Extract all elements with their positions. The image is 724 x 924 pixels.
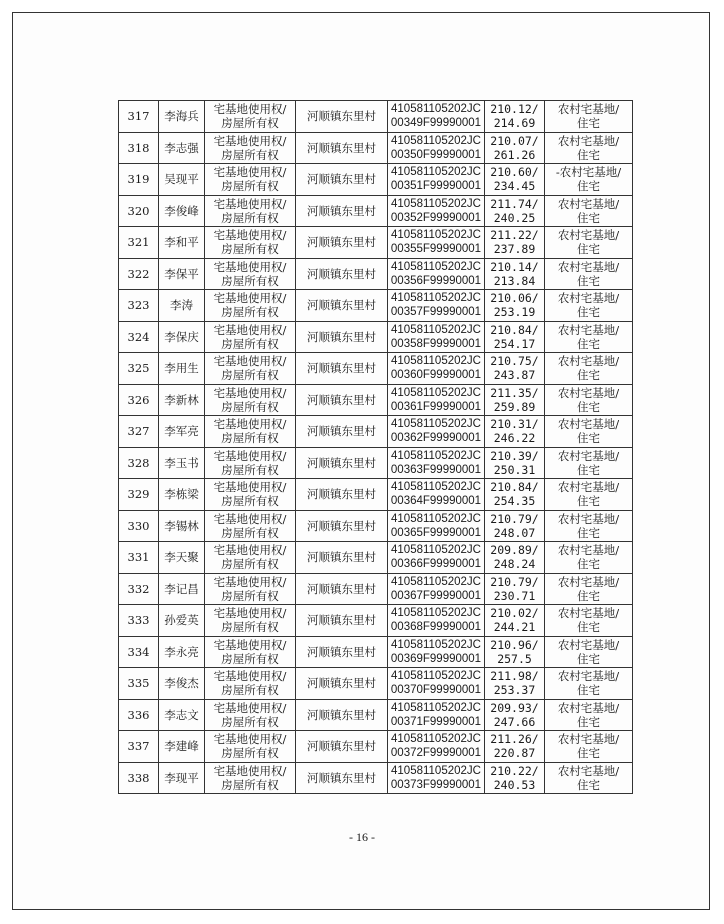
area-cell: 211.35/ 259.89: [485, 384, 545, 416]
area-cell: 210.75/ 243.87: [485, 353, 545, 385]
right-type-cell: 宅基地使用权/ 房屋所有权: [205, 479, 296, 511]
unit-code-cell: 410581105202JC 00351F99990001: [388, 164, 485, 196]
area-cell: 211.74/ 240.25: [485, 195, 545, 227]
location-cell: 河顺镇东里村: [296, 479, 388, 511]
table-row: [119, 510, 633, 542]
land-use-cell: 农村宅基地/ 住宅: [545, 290, 633, 322]
row-number-cell: 320: [119, 195, 159, 227]
row-number-cell: 318: [119, 132, 159, 164]
land-use-cell: 农村宅基地/ 住宅: [545, 636, 633, 668]
area-cell: 210.31/ 246.22: [485, 416, 545, 448]
location-cell: 河顺镇东里村: [296, 542, 388, 574]
area-cell: 211.22/ 237.89: [485, 227, 545, 259]
holder-name-cell: 李保庆: [159, 321, 205, 353]
row-number-cell: 337: [119, 731, 159, 763]
row-number-cell: 332: [119, 573, 159, 605]
row-number-cell: 317: [119, 101, 159, 133]
row-number-cell: 334: [119, 636, 159, 668]
holder-name-cell: 吴现平: [159, 164, 205, 196]
row-number-cell: 321: [119, 227, 159, 259]
table-row: [119, 353, 633, 385]
location-cell: 河顺镇东里村: [296, 510, 388, 542]
row-number-cell: 338: [119, 762, 159, 794]
land-use-cell: 农村宅基地/ 住宅: [545, 668, 633, 700]
land-use-cell: 农村宅基地/ 住宅: [545, 101, 633, 133]
right-type-cell: 宅基地使用权/ 房屋所有权: [205, 227, 296, 259]
location-cell: 河顺镇东里村: [296, 384, 388, 416]
area-cell: 211.26/ 220.87: [485, 731, 545, 763]
right-type-cell: 宅基地使用权/ 房屋所有权: [205, 132, 296, 164]
right-type-cell: 宅基地使用权/ 房屋所有权: [205, 101, 296, 133]
area-cell: 209.89/ 248.24: [485, 542, 545, 574]
right-type-cell: 宅基地使用权/ 房屋所有权: [205, 542, 296, 574]
unit-code-cell: 410581105202JC 00367F99990001: [388, 573, 485, 605]
area-cell: 210.06/ 253.19: [485, 290, 545, 322]
unit-code-cell: 410581105202JC 00371F99990001: [388, 699, 485, 731]
holder-name-cell: 李俊杰: [159, 668, 205, 700]
unit-code-cell: 410581105202JC 00369F99990001: [388, 636, 485, 668]
right-type-cell: 宅基地使用权/ 房屋所有权: [205, 447, 296, 479]
location-cell: 河顺镇东里村: [296, 447, 388, 479]
right-type-cell: 宅基地使用权/ 房屋所有权: [205, 416, 296, 448]
row-number-cell: 319: [119, 164, 159, 196]
table-row: [119, 101, 633, 133]
land-use-cell: 农村宅基地/ 住宅: [545, 132, 633, 164]
unit-code-cell: 410581105202JC 00361F99990001: [388, 384, 485, 416]
table-row: [119, 290, 633, 322]
unit-code-cell: 410581105202JC 00349F99990001: [388, 101, 485, 133]
unit-code-cell: 410581105202JC 00356F99990001: [388, 258, 485, 290]
land-use-cell: 农村宅基地/ 住宅: [545, 605, 633, 637]
holder-name-cell: 李和平: [159, 227, 205, 259]
right-type-cell: 宅基地使用权/ 房屋所有权: [205, 353, 296, 385]
right-type-cell: 宅基地使用权/ 房屋所有权: [205, 384, 296, 416]
right-type-cell: 宅基地使用权/ 房屋所有权: [205, 668, 296, 700]
table-row: [119, 605, 633, 637]
unit-code-cell: 410581105202JC 00358F99990001: [388, 321, 485, 353]
unit-code-cell: 410581105202JC 00357F99990001: [388, 290, 485, 322]
row-number-cell: 325: [119, 353, 159, 385]
holder-name-cell: 李用生: [159, 353, 205, 385]
holder-name-cell: 李玉书: [159, 447, 205, 479]
land-use-cell: 农村宅基地/ 住宅: [545, 479, 633, 511]
row-number-cell: 326: [119, 384, 159, 416]
unit-code-cell: 410581105202JC 00362F99990001: [388, 416, 485, 448]
holder-name-cell: 李俊峰: [159, 195, 205, 227]
right-type-cell: 宅基地使用权/ 房屋所有权: [205, 164, 296, 196]
land-use-cell: 农村宅基地/ 住宅: [545, 510, 633, 542]
unit-code-cell: 410581105202JC 00350F99990001: [388, 132, 485, 164]
unit-code-cell: 410581105202JC 00365F99990001: [388, 510, 485, 542]
holder-name-cell: 李志强: [159, 132, 205, 164]
holder-name-cell: 李涛: [159, 290, 205, 322]
location-cell: 河顺镇东里村: [296, 416, 388, 448]
area-cell: 210.02/ 244.21: [485, 605, 545, 637]
right-type-cell: 宅基地使用权/ 房屋所有权: [205, 510, 296, 542]
land-use-cell: 农村宅基地/ 住宅: [545, 258, 633, 290]
location-cell: 河顺镇东里村: [296, 101, 388, 133]
location-cell: 河顺镇东里村: [296, 699, 388, 731]
row-number-cell: 336: [119, 699, 159, 731]
holder-name-cell: 李志文: [159, 699, 205, 731]
table-row: [119, 447, 633, 479]
row-number-cell: 330: [119, 510, 159, 542]
table-row: [119, 132, 633, 164]
location-cell: 河顺镇东里村: [296, 762, 388, 794]
right-type-cell: 宅基地使用权/ 房屋所有权: [205, 699, 296, 731]
unit-code-cell: 410581105202JC 00372F99990001: [388, 731, 485, 763]
table-row: [119, 636, 633, 668]
unit-code-cell: 410581105202JC 00352F99990001: [388, 195, 485, 227]
records-table-body: [119, 101, 633, 794]
unit-code-cell: 410581105202JC 00363F99990001: [388, 447, 485, 479]
holder-name-cell: 李栋梁: [159, 479, 205, 511]
row-number-cell: 322: [119, 258, 159, 290]
unit-code-cell: 410581105202JC 00370F99990001: [388, 668, 485, 700]
holder-name-cell: 李现平: [159, 762, 205, 794]
location-cell: 河顺镇东里村: [296, 353, 388, 385]
row-number-cell: 331: [119, 542, 159, 574]
row-number-cell: 329: [119, 479, 159, 511]
location-cell: 河顺镇东里村: [296, 731, 388, 763]
land-use-cell: 农村宅基地/ 住宅: [545, 699, 633, 731]
holder-name-cell: 李保平: [159, 258, 205, 290]
holder-name-cell: 李海兵: [159, 101, 205, 133]
location-cell: 河顺镇东里村: [296, 258, 388, 290]
row-number-cell: 323: [119, 290, 159, 322]
location-cell: 河顺镇东里村: [296, 132, 388, 164]
land-use-cell: 农村宅基地/ 住宅: [545, 447, 633, 479]
page-number: - 16 -: [349, 830, 375, 844]
right-type-cell: 宅基地使用权/ 房屋所有权: [205, 731, 296, 763]
area-cell: 210.84/ 254.17: [485, 321, 545, 353]
area-cell: 209.93/ 247.66: [485, 699, 545, 731]
location-cell: 河顺镇东里村: [296, 227, 388, 259]
holder-name-cell: 李建峰: [159, 731, 205, 763]
land-use-cell: 农村宅基地/ 住宅: [545, 762, 633, 794]
unit-code-cell: 410581105202JC 00373F99990001: [388, 762, 485, 794]
land-use-cell: 农村宅基地/ 住宅: [545, 384, 633, 416]
row-number-cell: 335: [119, 668, 159, 700]
land-use-cell: 农村宅基地/ 住宅: [545, 416, 633, 448]
table-row: [119, 479, 633, 511]
table-row: [119, 762, 633, 794]
row-number-cell: 333: [119, 605, 159, 637]
unit-code-cell: 410581105202JC 00364F99990001: [388, 479, 485, 511]
holder-name-cell: 李记昌: [159, 573, 205, 605]
area-cell: 210.22/ 240.53: [485, 762, 545, 794]
right-type-cell: 宅基地使用权/ 房屋所有权: [205, 636, 296, 668]
land-use-cell: 农村宅基地/ 住宅: [545, 353, 633, 385]
area-cell: 210.39/ 250.31: [485, 447, 545, 479]
unit-code-cell: 410581105202JC 00355F99990001: [388, 227, 485, 259]
table-row: [119, 227, 633, 259]
table-row: [119, 164, 633, 196]
right-type-cell: 宅基地使用权/ 房屋所有权: [205, 195, 296, 227]
area-cell: 210.07/ 261.26: [485, 132, 545, 164]
land-use-cell: 农村宅基地/ 住宅: [545, 227, 633, 259]
area-cell: 210.96/ 257.5: [485, 636, 545, 668]
location-cell: 河顺镇东里村: [296, 195, 388, 227]
row-number-cell: 324: [119, 321, 159, 353]
unit-code-cell: 410581105202JC 00368F99990001: [388, 605, 485, 637]
right-type-cell: 宅基地使用权/ 房屋所有权: [205, 258, 296, 290]
right-type-cell: 宅基地使用权/ 房屋所有权: [205, 573, 296, 605]
area-cell: 210.60/ 234.45: [485, 164, 545, 196]
table-row: [119, 731, 633, 763]
unit-code-cell: 410581105202JC 00360F99990001: [388, 353, 485, 385]
area-cell: 210.84/ 254.35: [485, 479, 545, 511]
table-row: [119, 416, 633, 448]
right-type-cell: 宅基地使用权/ 房屋所有权: [205, 762, 296, 794]
location-cell: 河顺镇东里村: [296, 164, 388, 196]
location-cell: 河顺镇东里村: [296, 636, 388, 668]
land-use-cell: 农村宅基地/ 住宅: [545, 195, 633, 227]
area-cell: 210.12/ 214.69: [485, 101, 545, 133]
table-row: [119, 384, 633, 416]
holder-name-cell: 李新林: [159, 384, 205, 416]
table-row: [119, 542, 633, 574]
holder-name-cell: 李永亮: [159, 636, 205, 668]
land-use-cell: 农村宅基地/ 住宅: [545, 573, 633, 605]
table-row: [119, 321, 633, 353]
records-table: [118, 100, 633, 794]
table-row: [119, 699, 633, 731]
holder-name-cell: 李军亮: [159, 416, 205, 448]
right-type-cell: 宅基地使用权/ 房屋所有权: [205, 605, 296, 637]
area-cell: 210.79/ 248.07: [485, 510, 545, 542]
land-use-cell: 农村宅基地/ 住宅: [545, 731, 633, 763]
location-cell: 河顺镇东里村: [296, 605, 388, 637]
table-row: [119, 573, 633, 605]
holder-name-cell: 孙爱英: [159, 605, 205, 637]
area-cell: 210.79/ 230.71: [485, 573, 545, 605]
row-number-cell: 327: [119, 416, 159, 448]
area-cell: 210.14/ 213.84: [485, 258, 545, 290]
location-cell: 河顺镇东里村: [296, 573, 388, 605]
land-use-cell: -农村宅基地/ 住宅: [545, 164, 633, 196]
holder-name-cell: 李锡林: [159, 510, 205, 542]
area-cell: 211.98/ 253.37: [485, 668, 545, 700]
location-cell: 河顺镇东里村: [296, 321, 388, 353]
land-use-cell: 农村宅基地/ 住宅: [545, 542, 633, 574]
land-use-cell: 农村宅基地/ 住宅: [545, 321, 633, 353]
table-row: [119, 258, 633, 290]
table-row: [119, 195, 633, 227]
table-row: [119, 668, 633, 700]
holder-name-cell: 李天聚: [159, 542, 205, 574]
row-number-cell: 328: [119, 447, 159, 479]
unit-code-cell: 410581105202JC 00366F99990001: [388, 542, 485, 574]
location-cell: 河顺镇东里村: [296, 290, 388, 322]
right-type-cell: 宅基地使用权/ 房屋所有权: [205, 290, 296, 322]
location-cell: 河顺镇东里村: [296, 668, 388, 700]
right-type-cell: 宅基地使用权/ 房屋所有权: [205, 321, 296, 353]
